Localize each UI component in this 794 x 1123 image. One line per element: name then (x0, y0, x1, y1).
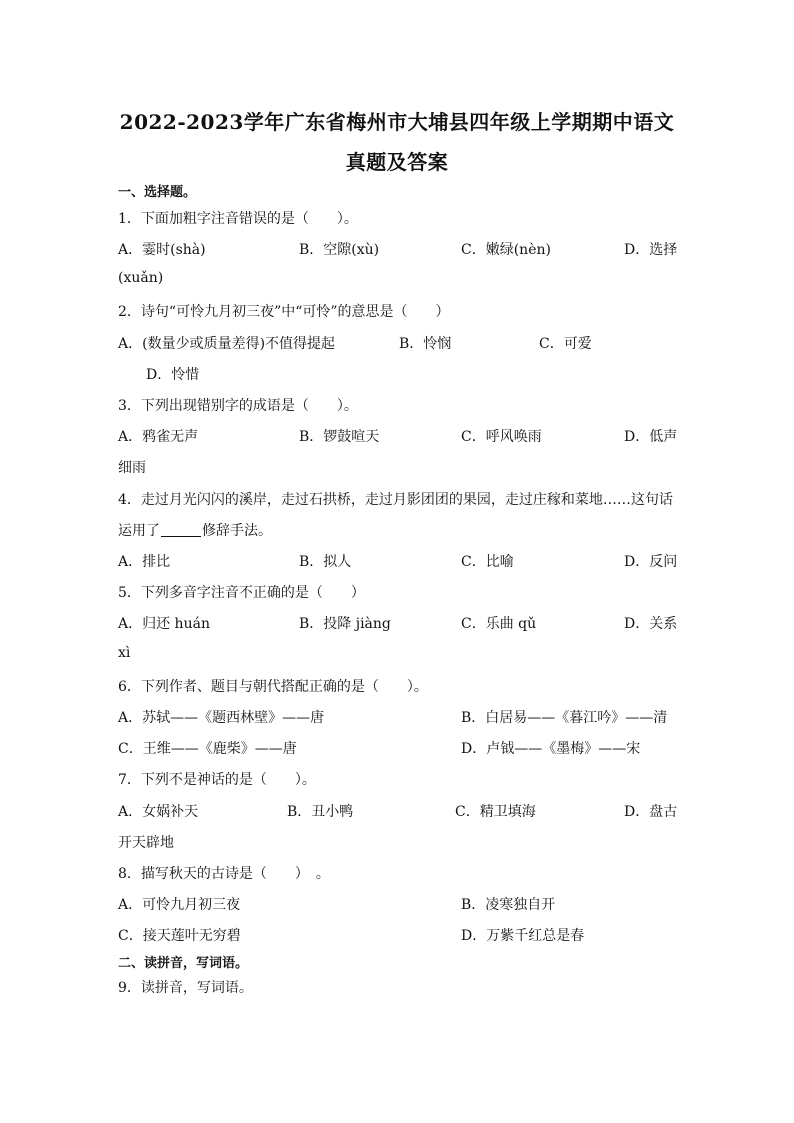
question-5-stem: 5．下列多音字注音不正确的是（ ） (118, 585, 365, 601)
question-2-option-a: A．(数量少或质量差得)不值得提起 (118, 336, 336, 352)
section-heading-choice: 一、选择题。 (118, 185, 197, 200)
question-2-option-b: B．怜悯 (399, 336, 452, 352)
question-6-option-c: C．王维——《鹿柴》——唐 (118, 741, 297, 757)
question-1-option-b: B．空隙(xù) (299, 242, 380, 258)
question-3-option-c: C．呼风唤雨 (461, 429, 542, 445)
question-2-stem: 2．诗句“可怜九月初三夜”中“可怜”的意思是（ ） (118, 304, 450, 320)
question-3-option-d-continued: 细雨 (118, 460, 146, 476)
question-6-option-a: A．苏轼——《题西林壁》——唐 (118, 710, 325, 726)
question-7-option-b: B．丑小鸭 (287, 804, 354, 820)
question-4-option-b: B．拟人 (299, 554, 352, 570)
question-5-option-b: B．投降 jiàng (299, 616, 391, 632)
question-7-option-d-continued: 开天辟地 (118, 835, 174, 851)
question-1-option-d-continued: (xuǎn) (118, 270, 164, 286)
question-3-option-a: A．鸦雀无声 (118, 429, 199, 445)
question-1-option-a: A．霎时(shà) (118, 242, 206, 258)
question-4-option-a: A．排比 (118, 554, 171, 570)
question-9-stem: 9．读拼音，写词语。 (118, 980, 253, 996)
question-1-option-c: C．嫩绿(nèn) (461, 242, 551, 258)
question-4-option-c: C．比喻 (461, 554, 514, 570)
document-title-line1: 2022-2023学年广东省梅州市大埔县四年级上学期期中语文 (119, 110, 675, 134)
question-1-stem: 1．下面加粗字注音错误的是（ ）。 (118, 211, 358, 227)
question-6-option-b: B．白居易——《暮江吟》——清 (461, 710, 668, 726)
question-6-option-d: D．卢钺——《墨梅》——宋 (461, 741, 641, 757)
question-5-option-d-continued: xì (118, 645, 131, 661)
question-8-option-d: D．万紫千红总是春 (461, 928, 585, 944)
question-5-option-a: A．归还 huán (118, 616, 210, 632)
question-8-option-a: A．可怜九月初三夜 (118, 897, 241, 913)
question-4-stem-prefix: 运用了 (118, 523, 160, 539)
question-4-option-d: D．反问 (624, 554, 678, 570)
question-2-option-d: D．怜惜 (146, 367, 200, 383)
question-3-option-d: D．低声 (624, 429, 678, 445)
question-8-option-b: B．凌寒独自开 (461, 897, 556, 913)
question-8-stem: 8．描写秋天的古诗是（ ） 。 (118, 866, 330, 882)
section-heading-pinyin: 二、读拼音，写词语。 (118, 956, 249, 971)
question-6-stem: 6．下列作者、题目与朝代搭配正确的是（ ）。 (118, 679, 428, 695)
question-3-stem: 3．下列出现错别字的成语是（ ）。 (118, 398, 358, 414)
question-4-stem-suffix: 修辞手法。 (202, 523, 272, 539)
question-3-option-b: B．锣鼓喧天 (299, 429, 380, 445)
question-7-stem: 7．下列不是神话的是（ ）。 (118, 772, 316, 788)
question-4-stem-line2 (118, 520, 272, 540)
question-4-stem-line1: 4．走过月光闪闪的溪岸，走过石拱桥，走过月影团团的果园，走过庄稼和菜地……这句话 (118, 492, 673, 508)
question-5-option-c: C．乐曲 qǔ (461, 616, 537, 632)
question-7-option-d: D．盘古 (624, 804, 678, 820)
question-7-option-c: C．精卫填海 (455, 804, 536, 820)
question-8-option-c: C．接天莲叶无穷碧 (118, 928, 241, 944)
question-5-option-d: D．关系 (624, 616, 678, 632)
question-1-option-d: D．选择 (624, 242, 678, 258)
question-2-option-c: C．可爱 (539, 336, 592, 352)
question-7-option-a: A．女娲补天 (118, 804, 199, 820)
answer-blank[interactable] (161, 522, 201, 537)
document-title-line2: 真题及答案 (345, 150, 449, 174)
